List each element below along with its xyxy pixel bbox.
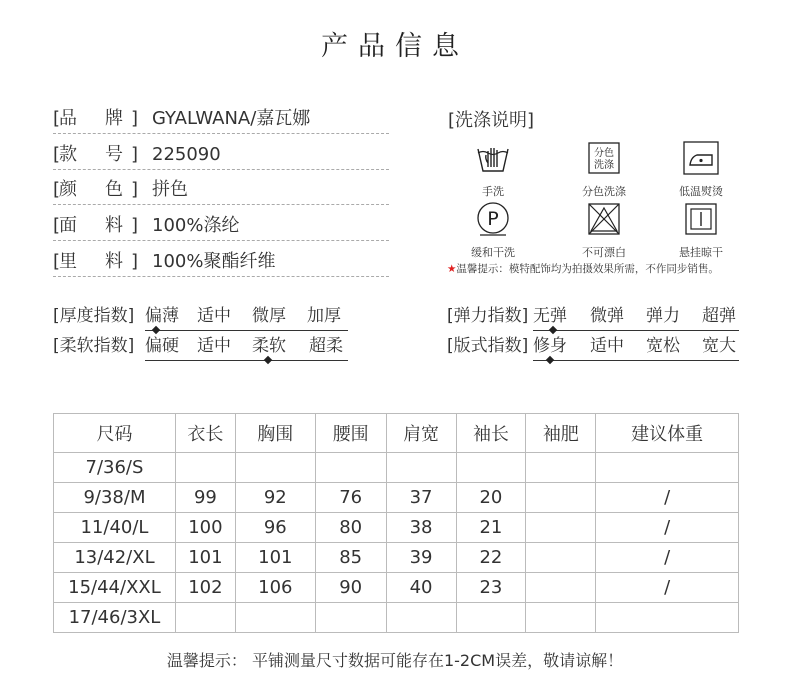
wash-title: [洗涤说明] [448, 110, 535, 131]
column-header: 肩宽 [386, 414, 456, 453]
scale-option: 适中 [197, 306, 231, 326]
wash-item-hang-dry: 悬挂晾干 [661, 202, 741, 260]
info-row-style-no: [ 款 号 ] 225090 [53, 143, 389, 170]
scale-marker [152, 326, 160, 334]
column-header: 建议体重 [596, 414, 739, 453]
column-header: 尺码 [54, 414, 176, 453]
scale-elasticity: [弹力指数] 无弹 微弹 弹力 超弹 [447, 305, 739, 331]
wash-item-low-iron: 低温熨烫 [661, 141, 741, 199]
column-header: 腰围 [315, 414, 386, 453]
scale-thickness: [厚度指数] 偏薄 适中 微厚 加厚 [53, 305, 348, 331]
info-value: 100%聚酯纤维 [152, 251, 276, 272]
scale-option: 偏硬 [145, 336, 179, 356]
star-icon: ★ [447, 263, 457, 275]
scale-marker [549, 326, 557, 334]
scale-option: 柔软 [252, 336, 286, 356]
scale-option: 无弹 [533, 306, 567, 326]
scale-marker [546, 356, 554, 364]
info-row-color: [ 颜 色 ] 拼色 [53, 178, 389, 205]
wash-item-hand-wash: 手洗 [453, 141, 533, 199]
scale-option: 微弹 [590, 306, 624, 326]
table-row: 15/44/XXL 102 106 90 40 23 / [54, 573, 739, 603]
info-row-fabric: [ 面 料 ] 100%涤纶 [53, 214, 389, 241]
low-temp-iron-icon [683, 141, 719, 175]
no-bleach-icon [586, 202, 622, 236]
scale-option: 微厚 [252, 306, 286, 326]
table-row: 13/42/XL 101 101 85 39 22 / [54, 543, 739, 573]
measurement-note: 温馨提示： 平铺测量尺寸数据可能存在1-2CM误差，敬请谅解！ [166, 651, 624, 670]
info-value: 225090 [152, 144, 221, 165]
table-header-row [54, 414, 739, 453]
wash-item-gentle-dry-clean: P 缓和干洗 [453, 202, 533, 260]
scale-option: 超弹 [702, 306, 736, 326]
scale-marker [264, 356, 272, 364]
scale-option: 修身 [533, 336, 567, 356]
info-value: 拼色 [152, 179, 188, 200]
table-row: 17/46/3XL [54, 603, 739, 633]
wash-item-no-bleach: 不可漂白 [564, 202, 644, 260]
separate-color-wash-icon [586, 141, 622, 175]
model-accessory-note: ★温馨提示：模特配饰均为拍摄效果所需，不作同步销售。 [447, 263, 719, 275]
scale-fit: [版式指数] 修身 适中 宽松 宽大 [447, 335, 739, 361]
table-row: 11/40/L 100 96 80 38 21 / [54, 513, 739, 543]
column-header: 袖肥 [526, 414, 596, 453]
wash-item-separate-wash: 分色 洗涤 分色洗涤 [564, 141, 644, 199]
scale-option: 适中 [197, 336, 231, 356]
hang-dry-icon [683, 202, 719, 236]
svg-text:P: P [487, 208, 499, 230]
scale-option: 弹力 [646, 306, 680, 326]
scale-option: 偏薄 [145, 306, 179, 326]
info-value: 100%涤纶 [152, 215, 240, 236]
info-row-brand: [ 品 牌 ] GYALWANA/嘉瓦娜 [53, 107, 389, 134]
table-row: 7/36/S [54, 453, 739, 483]
scale-option: 加厚 [307, 306, 341, 326]
column-header: 袖长 [456, 414, 526, 453]
table-row: 9/38/M 99 92 76 37 20 / [54, 483, 739, 513]
gentle-dry-clean-icon [475, 202, 511, 236]
size-table [53, 413, 739, 633]
info-value: GYALWANA/嘉瓦娜 [152, 108, 311, 129]
scale-option: 宽松 [646, 336, 680, 356]
column-header: 胸围 [235, 414, 315, 453]
hand-wash-icon [475, 141, 511, 175]
scale-option: 适中 [590, 336, 624, 356]
scale-softness: [柔软指数] 偏硬 适中 柔软 超柔 [53, 335, 348, 361]
scale-option: 宽大 [702, 336, 736, 356]
svg-text:洗涤: 洗涤 [594, 160, 614, 171]
svg-text:分色: 分色 [594, 148, 614, 159]
scale-option: 超柔 [309, 336, 343, 356]
column-header: 衣长 [175, 414, 235, 453]
info-row-lining: [ 里 料 ] 100%聚酯纤维 [53, 250, 389, 277]
page-title: 产品信息 [321, 31, 469, 62]
